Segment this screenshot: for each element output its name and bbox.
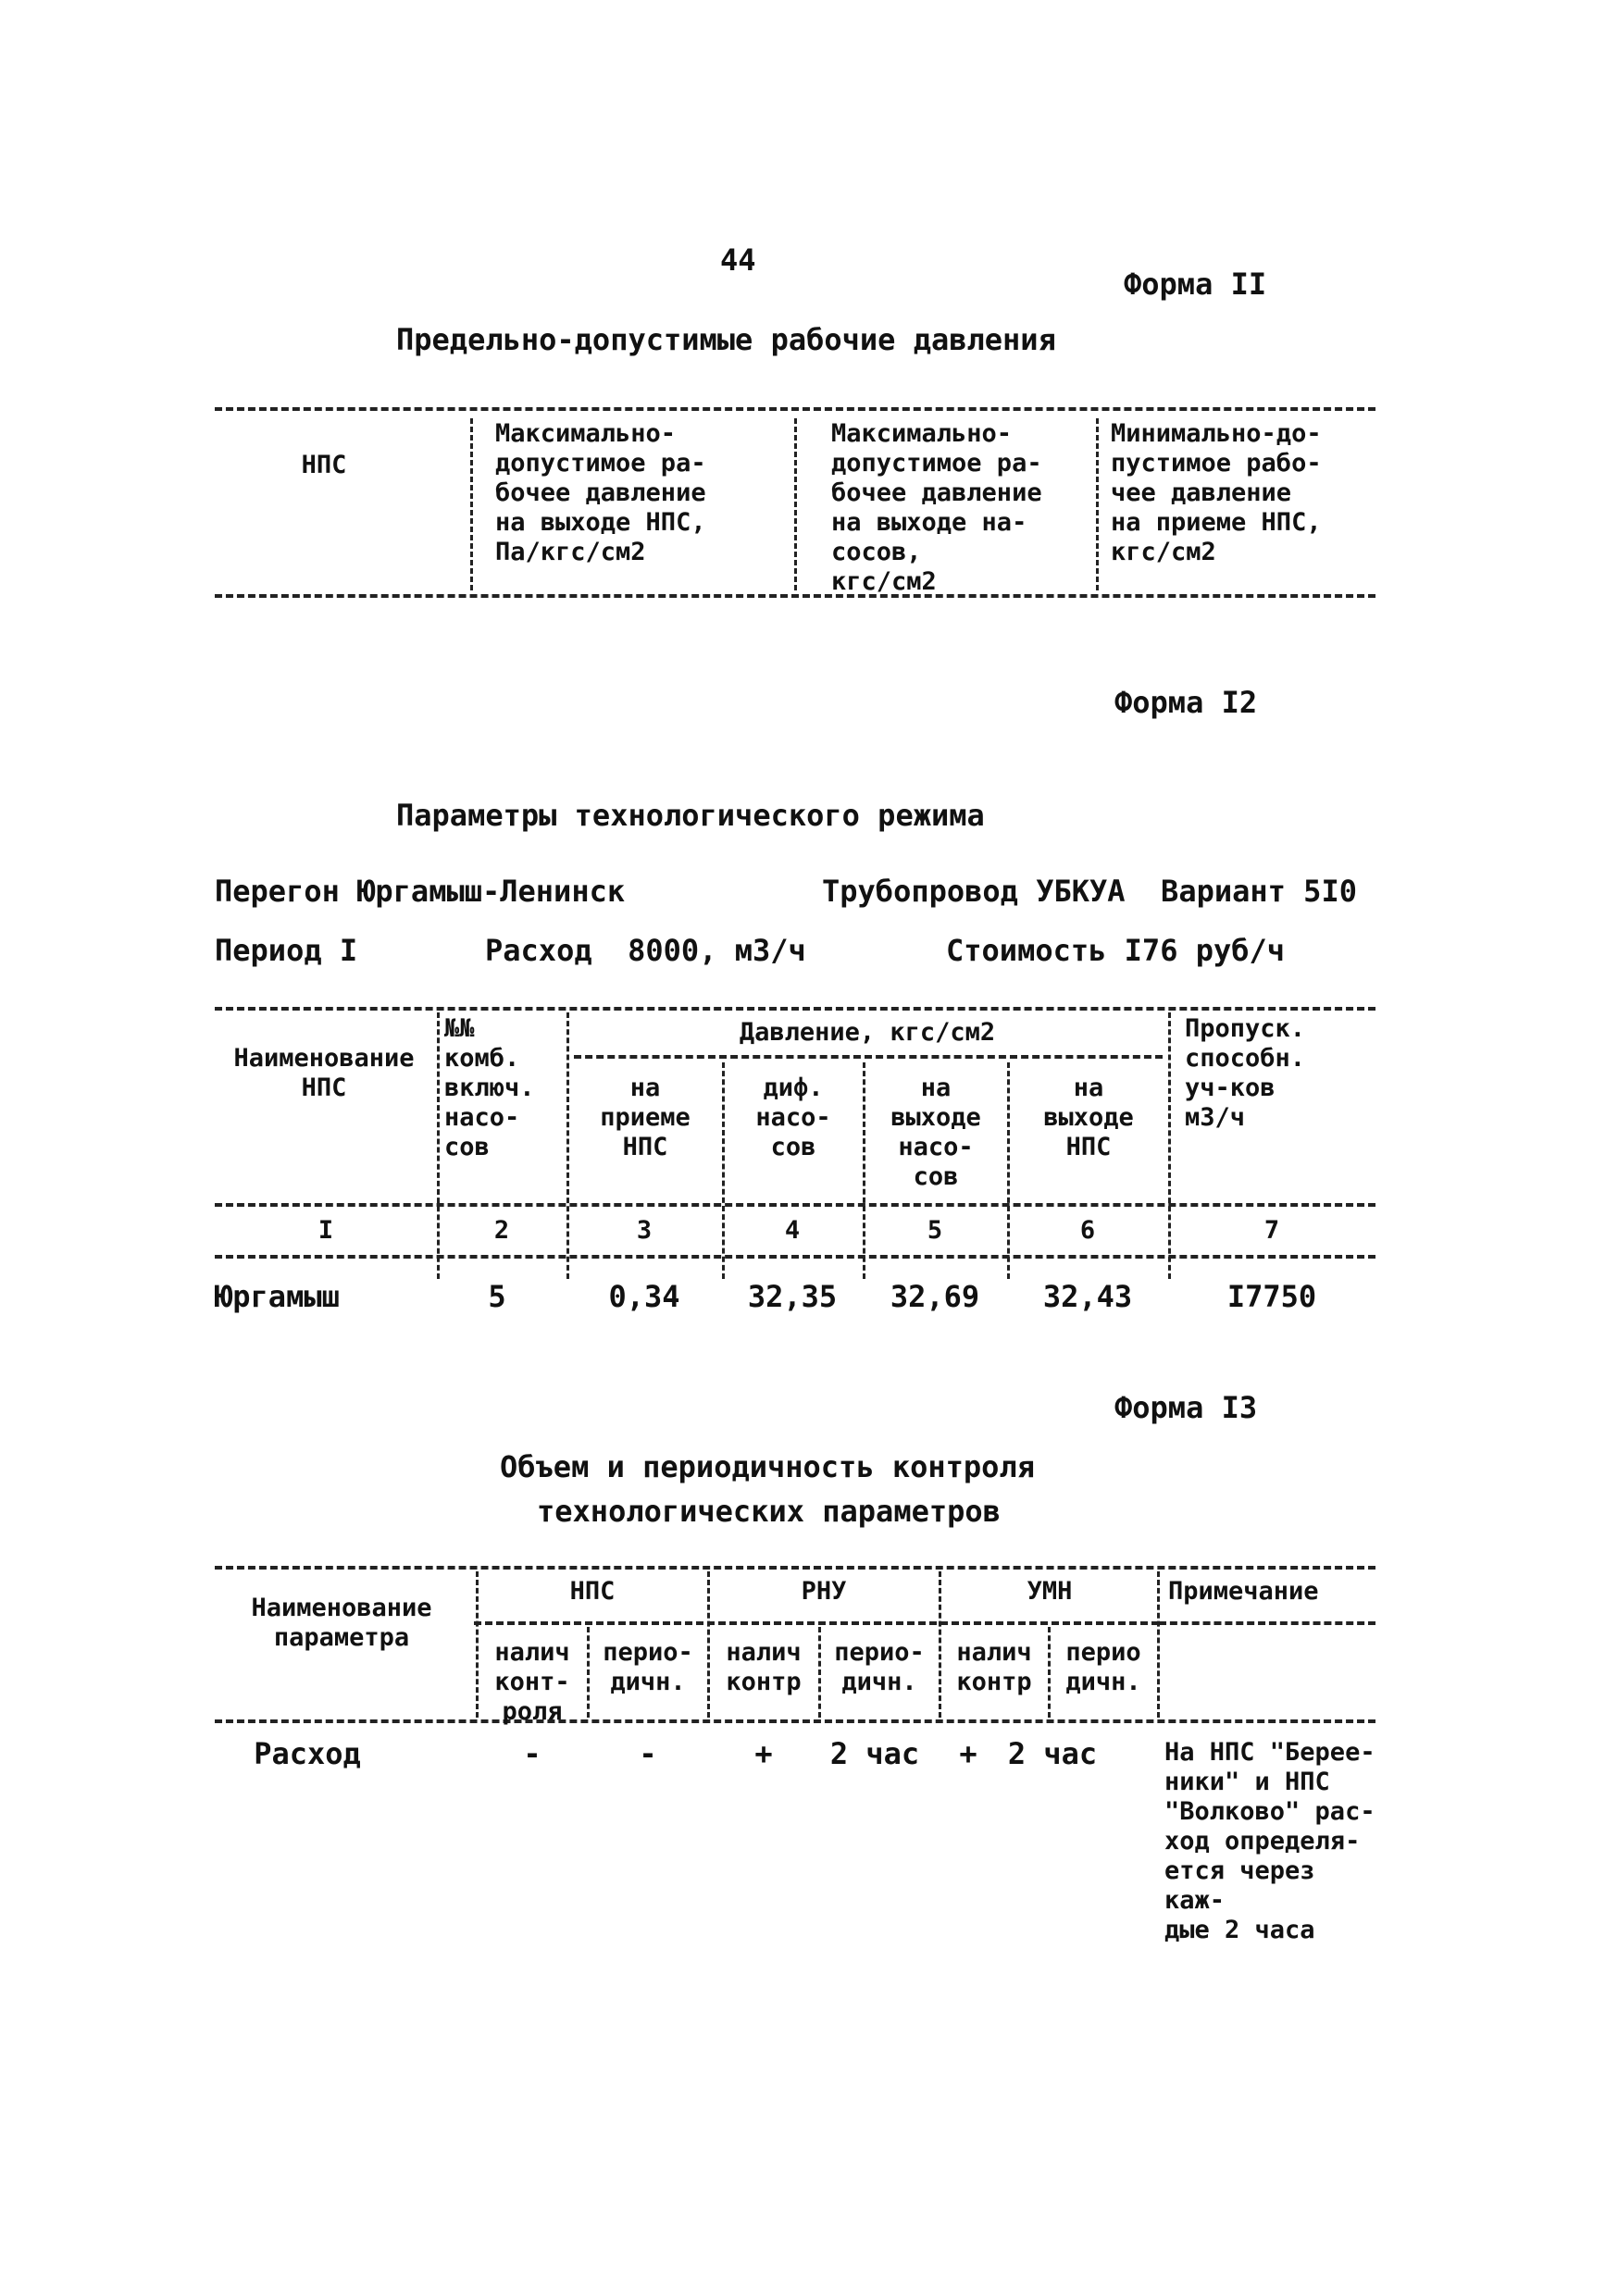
form12-label: Форма I2 xyxy=(1114,685,1258,720)
period: Период I xyxy=(215,933,358,968)
row-note: На НПС "Береe- ники" и НПС "Волково" рас- ход определя- ется через каж- дые 2 часа xyxy=(1164,1738,1375,1944)
form13-title-line2: технологических параметров xyxy=(537,1494,1001,1529)
column-header-frequency: перио дичн. xyxy=(1065,1638,1141,1696)
column-divider xyxy=(470,418,473,590)
column-header-pump-discharge: на выходе насо- сов xyxy=(890,1074,981,1191)
table-rule-top xyxy=(215,407,1375,411)
row-value: + xyxy=(959,1736,977,1771)
row-combination: 5 xyxy=(488,1279,506,1314)
row-value: 2 час xyxy=(829,1736,920,1771)
column-number: 6 xyxy=(1079,1216,1096,1245)
column-header-parameter: Наименование параметра xyxy=(251,1594,432,1652)
route-segment: Перегон Юргамыш-Ленинск xyxy=(215,874,626,909)
table-rule-header-bottom xyxy=(215,1203,1375,1207)
column-header-suction: на приеме НПС xyxy=(600,1074,691,1161)
column-number: 5 xyxy=(927,1216,943,1245)
table-rule-top xyxy=(215,1007,1375,1011)
column-header-nps: НПС xyxy=(301,451,347,479)
column-header-capacity: Пропуск. способн. уч-ков м3/ч xyxy=(1185,1014,1306,1132)
column-header-presence: налич конт- роля xyxy=(494,1638,570,1726)
column-number: 7 xyxy=(1263,1216,1280,1245)
column-header-max-nps: Максимально- допустимое ра- бочее давление на выходе НПС, Па/кгс/см2 xyxy=(495,419,706,566)
column-number: 4 xyxy=(784,1216,801,1245)
form11-title: Предельно-допустимые рабочие давления xyxy=(396,322,1056,357)
column-header-presence: налич контр xyxy=(956,1638,1032,1696)
row-pump-discharge: 32,69 xyxy=(890,1279,980,1314)
column-header-diff: диф. насо- сов xyxy=(755,1074,831,1161)
row-value: - xyxy=(639,1736,657,1771)
table-rule-header-bottom xyxy=(215,1719,1375,1723)
column-group-rnu: РНУ xyxy=(801,1577,847,1606)
column-header-pressure: Давление, кгс/см2 xyxy=(739,1018,996,1047)
row-parameter-name: Расход xyxy=(254,1736,361,1771)
column-header-note: Примечание xyxy=(1168,1577,1319,1606)
column-group-nps: НПС xyxy=(569,1577,616,1606)
flow-rate: Расход 8000, м3/ч xyxy=(485,933,806,968)
row-nps-discharge: 32,43 xyxy=(1042,1279,1133,1314)
pipeline-variant: Трубопровод УБКУА Вариант 5I0 xyxy=(822,874,1357,909)
row-value: - xyxy=(523,1736,541,1771)
column-divider xyxy=(1096,418,1099,590)
row-diff: 32,35 xyxy=(747,1279,838,1314)
column-header-combination: №№ комб. включ. насо- сов xyxy=(444,1014,535,1161)
column-header-min-nps: Минимально-до- пустимое рабо- чее давление на приеме НПС, кгс/см2 xyxy=(1111,419,1322,566)
column-group-umn: УМН xyxy=(1027,1577,1073,1606)
column-header-nps-discharge: на выходе НПС xyxy=(1043,1074,1134,1161)
column-header-name: Наименование НПС xyxy=(233,1044,415,1102)
table-rule-top xyxy=(215,1566,1375,1570)
cost: Стоимость I76 руб/ч xyxy=(946,933,1286,968)
table-rule-bottom xyxy=(215,594,1375,598)
form13-label: Форма I3 xyxy=(1114,1390,1258,1425)
column-number: I xyxy=(317,1216,334,1245)
table-rule-subheader xyxy=(574,1055,1163,1059)
form12-title: Параметры технологического режима xyxy=(396,798,985,833)
column-header-presence: налич контр xyxy=(726,1638,802,1696)
column-header-frequency: перио- дичн. xyxy=(603,1638,693,1696)
form13-title-line1: Объем и периодичность контроля xyxy=(500,1449,1035,1484)
column-divider xyxy=(794,418,797,590)
row-value: 2 час xyxy=(1007,1736,1098,1771)
column-number: 3 xyxy=(636,1216,653,1245)
form11-label: Форма II xyxy=(1124,267,1267,302)
table-rule-numbers xyxy=(215,1255,1375,1259)
column-number: 2 xyxy=(493,1216,510,1245)
table-rule-subheader xyxy=(474,1621,1159,1625)
row-station-name: Юргамыш xyxy=(215,1279,340,1314)
row-value: + xyxy=(754,1736,773,1771)
page-number: 44 xyxy=(720,242,756,278)
row-suction: 0,34 xyxy=(608,1279,680,1314)
column-header-frequency: перио- дичн. xyxy=(834,1638,925,1696)
table-rule-subheader xyxy=(1159,1621,1375,1625)
column-header-max-pumps: Максимально- допустимое ра- бочее давление на выходе на- сосов, кгс/см2 xyxy=(831,419,1042,596)
row-capacity: I7750 xyxy=(1226,1279,1317,1314)
